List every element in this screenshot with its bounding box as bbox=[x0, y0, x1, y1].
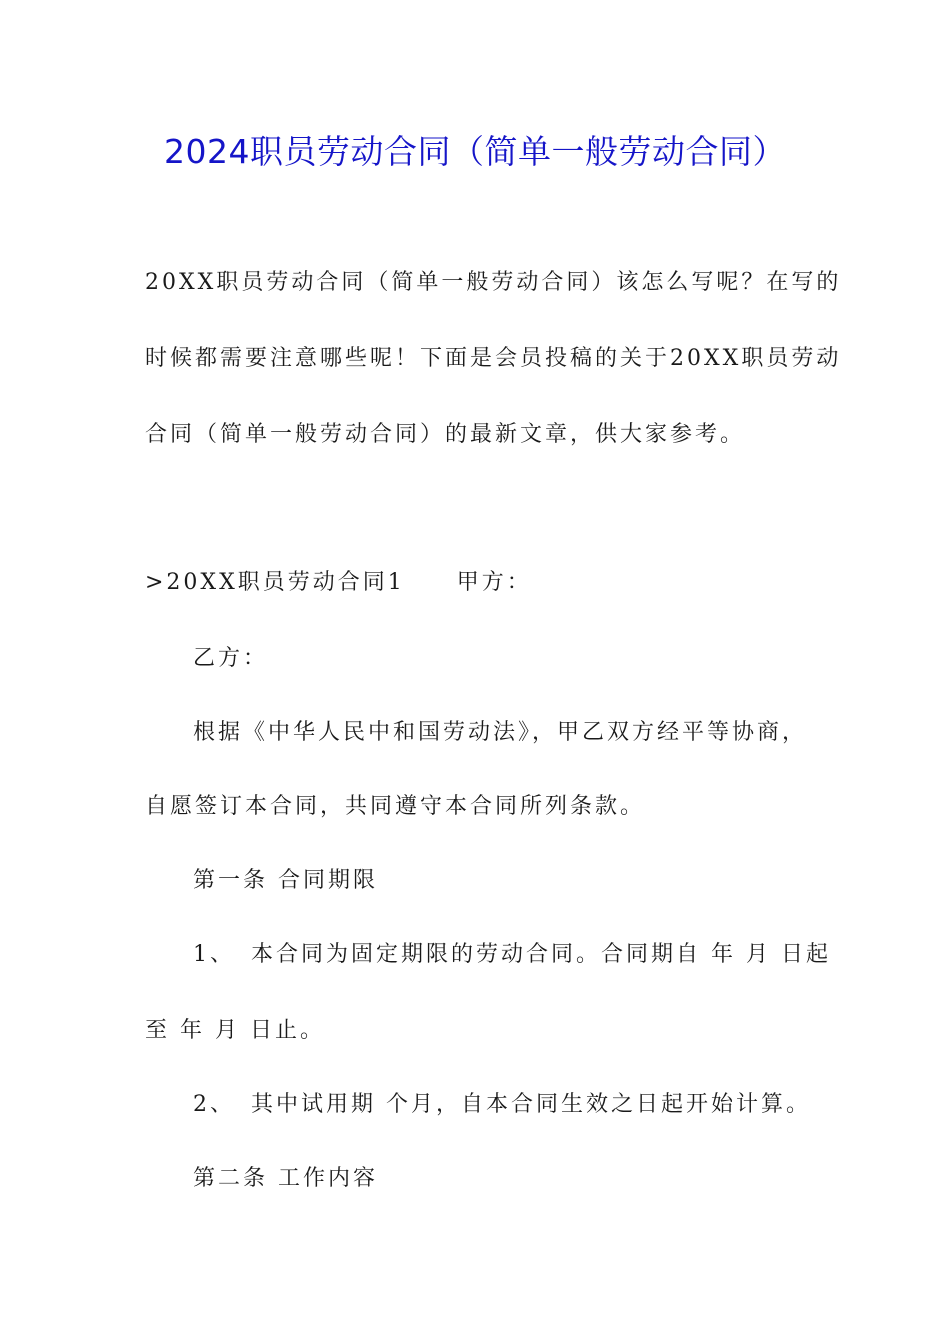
preamble-line-2: 自愿签订本合同，共同遵守本合同所列条款。 bbox=[145, 794, 646, 819]
intro-line-2: 时候都需要注意哪些呢！下面是会员投稿的关于20XX职员劳动 bbox=[145, 346, 842, 371]
section-heading bbox=[145, 568, 815, 598]
intro-line-3: 合同（简单一般劳动合同）的最新文章，供大家参考。 bbox=[145, 422, 746, 447]
article-1-title: 第一条 合同期限 bbox=[193, 868, 378, 893]
article-1-item-1 bbox=[193, 940, 831, 970]
item-number: 1、 bbox=[193, 942, 235, 967]
article-2-title: 第二条 工作内容 bbox=[193, 1166, 378, 1191]
item-text: 其中试用期 个月，自本合同生效之日起开始计算。 bbox=[251, 1092, 811, 1117]
article-1-item-2 bbox=[193, 1090, 813, 1120]
article-1-item-1-continued: 至 年 月 日止。 bbox=[145, 1018, 325, 1043]
section-label: >20XX职员劳动合同1 bbox=[145, 570, 405, 595]
document-title: 2024职员劳动合同（简单一般劳动合同） bbox=[164, 132, 786, 171]
party-b-label: 乙方： bbox=[193, 646, 269, 671]
intro-line-1: 20XX职员劳动合同（简单一般劳动合同）该怎么写呢？在写的 bbox=[145, 270, 842, 295]
preamble-line-1: 根据《中华人民中和国劳动法》，甲乙双方经平等协商， bbox=[193, 720, 808, 745]
party-a-label: 甲方： bbox=[456, 570, 532, 595]
item-number: 2、 bbox=[193, 1092, 235, 1117]
item-text: 本合同为固定期限的劳动合同。合同期自 年 月 日起 bbox=[251, 942, 831, 967]
